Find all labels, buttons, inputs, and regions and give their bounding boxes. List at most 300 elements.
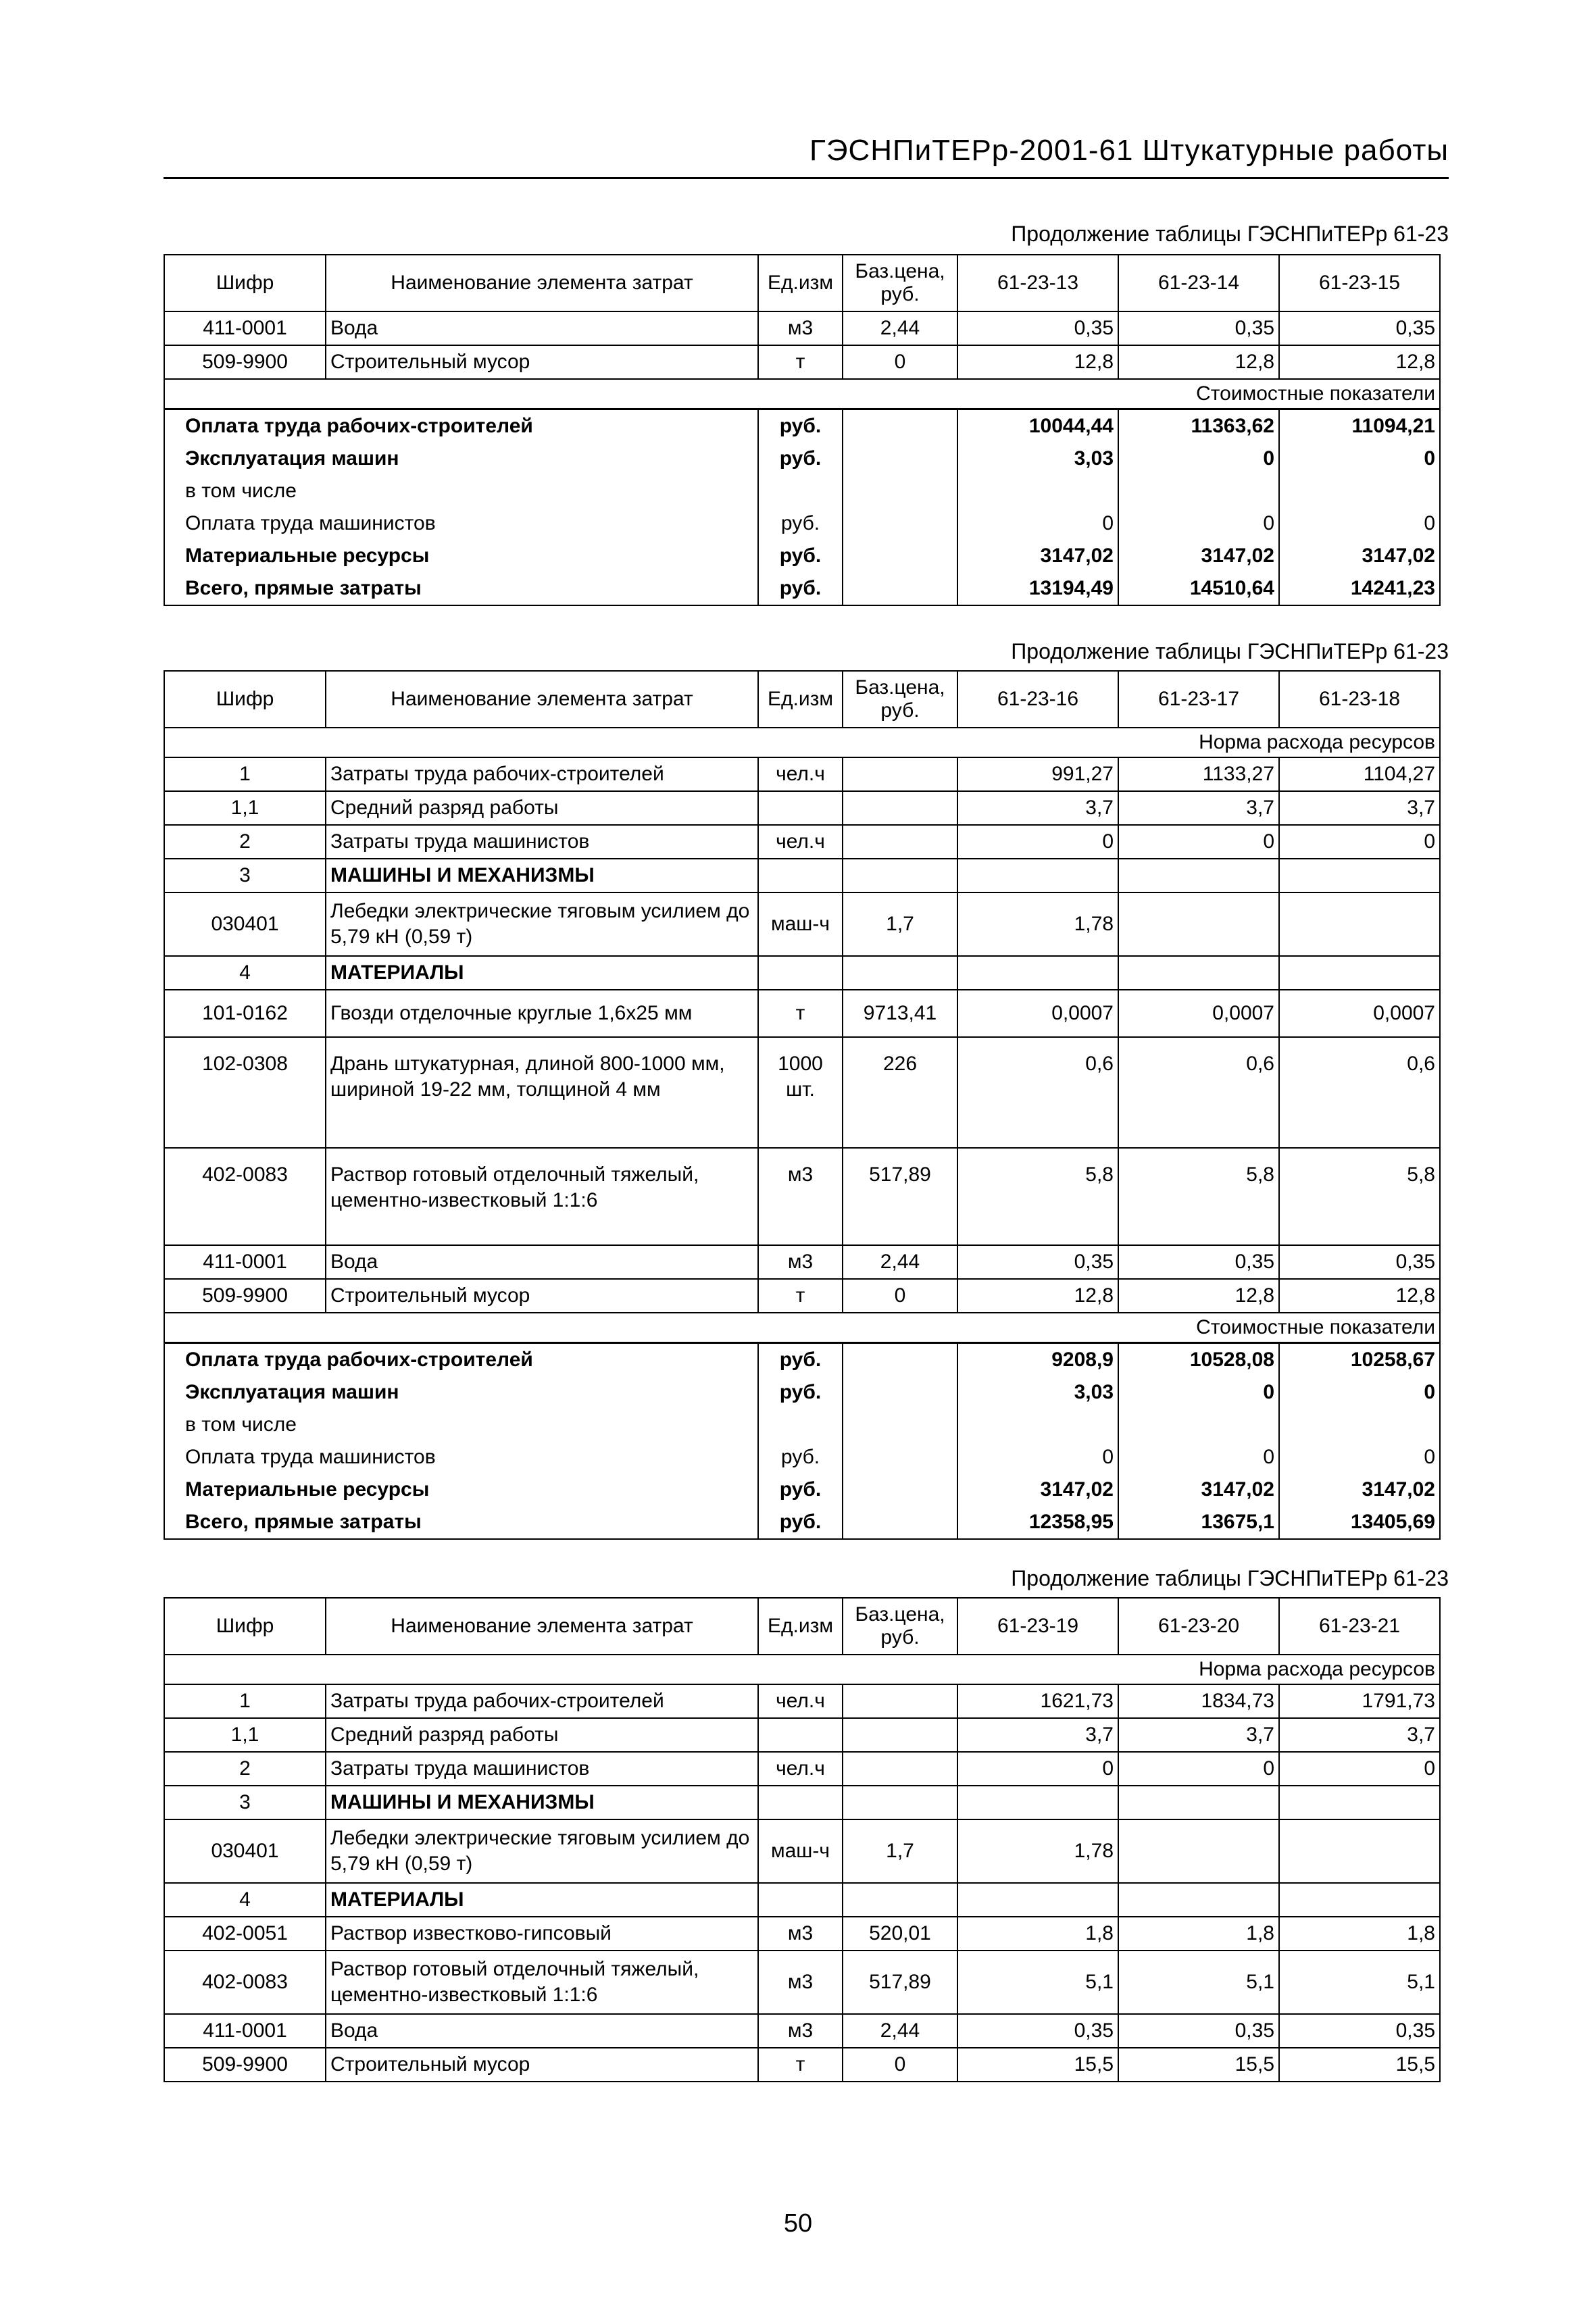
row-name: Средний разряд работы xyxy=(326,791,758,825)
row-name: Средний разряд работы xyxy=(326,1718,758,1752)
cost-unit: руб. xyxy=(758,409,843,443)
row-value: 5,1 xyxy=(1118,1951,1279,2014)
row-code: 1,1 xyxy=(164,1718,326,1752)
row-value: 3,7 xyxy=(1279,1718,1440,1752)
cost-value: 14510,64 xyxy=(1118,572,1279,605)
row-unit: м3 xyxy=(758,311,843,345)
norm-section-row xyxy=(164,1655,1440,1684)
cost-name: Эксплуатация машин xyxy=(164,443,758,475)
cost-section-row xyxy=(164,1313,1440,1343)
row-value: 0,35 xyxy=(1279,2014,1440,2048)
row-value xyxy=(1279,1883,1440,1917)
row-name: Дрань штукатурная, длиной 800-1000 мм, шириной 19-22 мм, толщиной 4 мм xyxy=(326,1037,758,1148)
row-value: 12,8 xyxy=(1118,1279,1279,1313)
row-value: 0,35 xyxy=(957,2014,1118,2048)
table-row xyxy=(164,990,1440,1037)
row-value: 0,35 xyxy=(1118,1245,1279,1279)
header-code: Шифр xyxy=(164,1598,326,1655)
row-value xyxy=(1118,1786,1279,1819)
table-header-row xyxy=(164,1598,1440,1655)
cost-value: 11094,21 xyxy=(1279,409,1440,443)
table-row xyxy=(164,1883,1440,1917)
header-price: Баз.цена, руб. xyxy=(843,671,957,728)
row-code: 1,1 xyxy=(164,791,326,825)
row-value: 12,8 xyxy=(1118,345,1279,379)
cost-name: Эксплуатация машин xyxy=(164,1376,758,1409)
row-value: 1,78 xyxy=(957,1819,1118,1883)
row-value: 0 xyxy=(1279,825,1440,859)
row-value xyxy=(1279,1786,1440,1819)
row-code: 411-0001 xyxy=(164,1245,326,1279)
cost-name: Оплата труда машинистов xyxy=(164,507,758,540)
table-row xyxy=(164,1786,1440,1819)
row-unit: т xyxy=(758,345,843,379)
row-value: 1,78 xyxy=(957,892,1118,956)
cost-section-label: Стоимостные показатели xyxy=(164,379,1440,409)
table-row xyxy=(164,1037,1440,1148)
row-price xyxy=(843,1718,957,1752)
header-name: Наименование элемента затрат xyxy=(326,671,758,728)
row-code: 402-0051 xyxy=(164,1917,326,1951)
cost-name: Материальные ресурсы xyxy=(164,540,758,572)
cost-price xyxy=(843,1474,957,1506)
cost-name: в том числе xyxy=(164,1409,758,1441)
cost-unit: руб. xyxy=(758,1441,843,1474)
row-price xyxy=(843,825,957,859)
row-value: 1104,27 xyxy=(1279,757,1440,791)
cost-price xyxy=(843,409,957,443)
row-code: 1 xyxy=(164,1684,326,1718)
table-header-row xyxy=(164,255,1440,311)
header-norm-code: 61-23-13 xyxy=(957,255,1118,311)
row-name: Затраты труда рабочих-строителей xyxy=(326,1684,758,1718)
header-price: Баз.цена, руб. xyxy=(843,255,957,311)
row-name: Раствор известково-гипсовый xyxy=(326,1917,758,1951)
row-value xyxy=(1279,956,1440,990)
header-price: Баз.цена, руб. xyxy=(843,1598,957,1655)
row-price: 2,44 xyxy=(843,311,957,345)
table-row xyxy=(164,859,1440,892)
row-value: 0 xyxy=(1118,825,1279,859)
cost-value: 13405,69 xyxy=(1279,1506,1440,1539)
cost-section-label: Стоимостные показатели xyxy=(164,1313,1440,1343)
row-value: 991,27 xyxy=(957,757,1118,791)
cost-row xyxy=(164,1441,1440,1474)
row-value: 12,8 xyxy=(957,345,1118,379)
header-norm-code: 61-23-15 xyxy=(1279,255,1440,311)
cost-price xyxy=(843,475,957,507)
row-value xyxy=(1279,892,1440,956)
row-value xyxy=(1279,859,1440,892)
row-value: 12,8 xyxy=(1279,1279,1440,1313)
cost-value: 0 xyxy=(1279,1441,1440,1474)
cost-value: 3147,02 xyxy=(1118,1474,1279,1506)
cost-value: 0 xyxy=(1118,443,1279,475)
cost-unit: руб. xyxy=(758,540,843,572)
row-name: Гвозди отделочные круглые 1,6х25 мм xyxy=(326,990,758,1037)
cost-unit: руб. xyxy=(758,1506,843,1539)
row-value xyxy=(1118,859,1279,892)
cost-value xyxy=(957,475,1118,507)
row-unit xyxy=(758,1883,843,1917)
row-unit xyxy=(758,956,843,990)
cost-value: 12358,95 xyxy=(957,1506,1118,1539)
row-value: 1,8 xyxy=(957,1917,1118,1951)
cost-row xyxy=(164,443,1440,475)
cost-section-row xyxy=(164,379,1440,409)
cost-price xyxy=(843,1441,957,1474)
cost-row xyxy=(164,475,1440,507)
row-value: 0,6 xyxy=(1118,1037,1279,1148)
row-value: 0,6 xyxy=(957,1037,1118,1148)
row-value: 1,8 xyxy=(1279,1917,1440,1951)
table-row xyxy=(164,1752,1440,1786)
row-name: МАШИНЫ И МЕХАНИЗМЫ xyxy=(326,1786,758,1819)
row-value: 0,35 xyxy=(1118,311,1279,345)
table-row xyxy=(164,2048,1440,2082)
row-name: Вода xyxy=(326,2014,758,2048)
cost-value xyxy=(1118,475,1279,507)
row-name: Лебедки электрические тяговым усилием до 5,79 кН (0,59 т) xyxy=(326,892,758,956)
cost-value: 13675,1 xyxy=(1118,1506,1279,1539)
table3 xyxy=(164,1597,1441,2082)
row-unit xyxy=(758,1786,843,1819)
row-price xyxy=(843,1786,957,1819)
cost-value: 14241,23 xyxy=(1279,572,1440,605)
row-value: 0,35 xyxy=(957,1245,1118,1279)
cost-row xyxy=(164,409,1440,443)
table-row xyxy=(164,791,1440,825)
row-value: 0 xyxy=(957,825,1118,859)
cost-value: 3,03 xyxy=(957,1376,1118,1409)
row-name: МАТЕРИАЛЫ xyxy=(326,1883,758,1917)
row-value: 0 xyxy=(1118,1752,1279,1786)
cost-price xyxy=(843,1376,957,1409)
row-value: 1834,73 xyxy=(1118,1684,1279,1718)
cost-value: 0 xyxy=(1279,507,1440,540)
row-name: МАТЕРИАЛЫ xyxy=(326,956,758,990)
row-code: 2 xyxy=(164,825,326,859)
row-value: 5,8 xyxy=(1118,1148,1279,1245)
table1-caption: Продолжение таблицы ГЭСНПиТЕРр 61-23 xyxy=(1011,222,1449,246)
table-row xyxy=(164,1718,1440,1752)
cost-price xyxy=(843,443,957,475)
row-value xyxy=(957,956,1118,990)
row-unit xyxy=(758,859,843,892)
row-value: 3,7 xyxy=(957,791,1118,825)
header-rule xyxy=(164,177,1449,179)
cost-price xyxy=(843,540,957,572)
row-unit: м3 xyxy=(758,1148,843,1245)
cost-name: Всего, прямые затраты xyxy=(164,572,758,605)
header-code: Шифр xyxy=(164,255,326,311)
row-value: 15,5 xyxy=(957,2048,1118,2082)
row-name: Вода xyxy=(326,1245,758,1279)
cost-row xyxy=(164,540,1440,572)
row-price: 2,44 xyxy=(843,2014,957,2048)
cost-value: 11363,62 xyxy=(1118,409,1279,443)
table2 xyxy=(164,670,1441,1540)
cost-row xyxy=(164,1343,1440,1377)
table-row xyxy=(164,1684,1440,1718)
cost-value: 13194,49 xyxy=(957,572,1118,605)
cost-unit xyxy=(758,475,843,507)
row-price: 517,89 xyxy=(843,1148,957,1245)
table2-caption: Продолжение таблицы ГЭСНПиТЕРр 61-23 xyxy=(1011,639,1449,663)
row-value: 12,8 xyxy=(957,1279,1118,1313)
cost-value: 10528,08 xyxy=(1118,1343,1279,1377)
row-value: 3,7 xyxy=(1118,1718,1279,1752)
table-row xyxy=(164,311,1440,345)
cost-price xyxy=(843,1506,957,1539)
row-code: 101-0162 xyxy=(164,990,326,1037)
row-price: 0 xyxy=(843,2048,957,2082)
row-unit: 1000 шт. xyxy=(758,1037,843,1148)
row-price xyxy=(843,956,957,990)
cost-value: 0 xyxy=(1279,443,1440,475)
table-row xyxy=(164,825,1440,859)
cost-row xyxy=(164,1474,1440,1506)
row-code: 411-0001 xyxy=(164,2014,326,2048)
row-name: МАШИНЫ И МЕХАНИЗМЫ xyxy=(326,859,758,892)
row-price xyxy=(843,1883,957,1917)
row-unit: т xyxy=(758,2048,843,2082)
row-code: 3 xyxy=(164,1786,326,1819)
row-value xyxy=(1118,956,1279,990)
header-norm-code: 61-23-21 xyxy=(1279,1598,1440,1655)
cost-price xyxy=(843,507,957,540)
cost-value: 9208,9 xyxy=(957,1343,1118,1377)
cost-value xyxy=(1118,1409,1279,1441)
table-row xyxy=(164,1279,1440,1313)
row-value: 5,1 xyxy=(1279,1951,1440,2014)
row-value: 3,7 xyxy=(957,1718,1118,1752)
row-value: 0,0007 xyxy=(1279,990,1440,1037)
row-code: 030401 xyxy=(164,1819,326,1883)
row-unit: м3 xyxy=(758,1917,843,1951)
row-unit: маш-ч xyxy=(758,892,843,956)
row-value: 1133,27 xyxy=(1118,757,1279,791)
row-value: 0,35 xyxy=(957,311,1118,345)
cost-unit: руб. xyxy=(758,443,843,475)
row-code: 2 xyxy=(164,1752,326,1786)
header-name: Наименование элемента затрат xyxy=(326,255,758,311)
table-row xyxy=(164,1951,1440,2014)
header-norm-code: 61-23-19 xyxy=(957,1598,1118,1655)
cost-value: 3147,02 xyxy=(957,540,1118,572)
table-row xyxy=(164,956,1440,990)
row-value: 0,35 xyxy=(1279,311,1440,345)
cost-value: 0 xyxy=(1118,507,1279,540)
row-price xyxy=(843,859,957,892)
row-code: 402-0083 xyxy=(164,1148,326,1245)
row-price: 1,7 xyxy=(843,892,957,956)
cost-value: 0 xyxy=(957,1441,1118,1474)
table-row xyxy=(164,892,1440,956)
row-value: 3,7 xyxy=(1279,791,1440,825)
cost-value xyxy=(957,1409,1118,1441)
row-value: 5,8 xyxy=(957,1148,1118,1245)
row-value: 0,0007 xyxy=(957,990,1118,1037)
cost-value xyxy=(1279,475,1440,507)
row-unit: т xyxy=(758,990,843,1037)
cost-name: в том числе xyxy=(164,475,758,507)
row-unit: чел.ч xyxy=(758,1752,843,1786)
row-unit: т xyxy=(758,1279,843,1313)
row-value: 3,7 xyxy=(1118,791,1279,825)
row-unit: м3 xyxy=(758,2014,843,2048)
table1 xyxy=(164,254,1441,606)
row-unit: м3 xyxy=(758,1951,843,2014)
cost-name: Оплата труда рабочих-строителей xyxy=(164,409,758,443)
cost-value: 10258,67 xyxy=(1279,1343,1440,1377)
table-row xyxy=(164,1819,1440,1883)
row-name: Строительный мусор xyxy=(326,345,758,379)
row-code: 030401 xyxy=(164,892,326,956)
row-price: 517,89 xyxy=(843,1951,957,2014)
table-row xyxy=(164,1917,1440,1951)
row-code: 3 xyxy=(164,859,326,892)
cost-row xyxy=(164,507,1440,540)
cost-value: 3147,02 xyxy=(1279,540,1440,572)
row-value xyxy=(957,1786,1118,1819)
cost-unit: руб. xyxy=(758,572,843,605)
norm-section-row xyxy=(164,728,1440,757)
row-price xyxy=(843,1752,957,1786)
cost-unit: руб. xyxy=(758,1474,843,1506)
row-price: 9713,41 xyxy=(843,990,957,1037)
table-row xyxy=(164,1245,1440,1279)
header-norm-code: 61-23-20 xyxy=(1118,1598,1279,1655)
cost-price xyxy=(843,572,957,605)
row-value: 0,35 xyxy=(1279,1245,1440,1279)
row-value: 15,5 xyxy=(1118,2048,1279,2082)
row-price: 226 xyxy=(843,1037,957,1148)
cost-row xyxy=(164,1409,1440,1441)
cost-value: 10044,44 xyxy=(957,409,1118,443)
cost-unit xyxy=(758,1409,843,1441)
cost-value: 3147,02 xyxy=(957,1474,1118,1506)
row-price xyxy=(843,757,957,791)
row-name: Строительный мусор xyxy=(326,1279,758,1313)
row-price xyxy=(843,1684,957,1718)
row-value: 0 xyxy=(1279,1752,1440,1786)
row-code: 4 xyxy=(164,956,326,990)
document-header-title: ГЭСНПиТЕРр-2001-61 Штукатурные работы xyxy=(809,134,1449,167)
cost-value: 3147,02 xyxy=(1118,540,1279,572)
row-value: 0,6 xyxy=(1279,1037,1440,1148)
row-unit xyxy=(758,791,843,825)
header-norm-code: 61-23-16 xyxy=(957,671,1118,728)
table3-caption: Продолжение таблицы ГЭСНПиТЕРр 61-23 xyxy=(1011,1566,1449,1590)
row-price: 520,01 xyxy=(843,1917,957,1951)
row-value xyxy=(957,1883,1118,1917)
row-code: 402-0083 xyxy=(164,1951,326,2014)
header-norm-code: 61-23-18 xyxy=(1279,671,1440,728)
row-value: 0 xyxy=(957,1752,1118,1786)
cost-value: 0 xyxy=(957,507,1118,540)
row-code: 509-9900 xyxy=(164,1279,326,1313)
row-value xyxy=(1118,1883,1279,1917)
row-name: Лебедки электрические тяговым усилием до 5,79 кН (0,59 т) xyxy=(326,1819,758,1883)
cost-row xyxy=(164,572,1440,605)
header-norm-code: 61-23-14 xyxy=(1118,255,1279,311)
header-unit: Ед.изм xyxy=(758,1598,843,1655)
row-unit: чел.ч xyxy=(758,757,843,791)
cost-value: 0 xyxy=(1118,1376,1279,1409)
row-code: 509-9900 xyxy=(164,2048,326,2082)
row-value: 1,8 xyxy=(1118,1917,1279,1951)
row-value: 15,5 xyxy=(1279,2048,1440,2082)
cost-value: 0 xyxy=(1279,1376,1440,1409)
cost-unit: руб. xyxy=(758,507,843,540)
row-price: 0 xyxy=(843,345,957,379)
row-value: 0,35 xyxy=(1118,2014,1279,2048)
row-name: Затраты труда рабочих-строителей xyxy=(326,757,758,791)
cost-name: Материальные ресурсы xyxy=(164,1474,758,1506)
row-price: 1,7 xyxy=(843,1819,957,1883)
page-number: 50 xyxy=(783,2209,813,2238)
header-unit: Ед.изм xyxy=(758,671,843,728)
row-value xyxy=(1118,1819,1279,1883)
row-unit xyxy=(758,1718,843,1752)
row-name: Вода xyxy=(326,311,758,345)
cost-price xyxy=(843,1409,957,1441)
cost-value: 3147,02 xyxy=(1279,1474,1440,1506)
cost-value: 0 xyxy=(1118,1441,1279,1474)
row-value: 5,8 xyxy=(1279,1148,1440,1245)
cost-unit: руб. xyxy=(758,1376,843,1409)
table-row xyxy=(164,1148,1440,1245)
table-row xyxy=(164,345,1440,379)
row-name: Строительный мусор xyxy=(326,2048,758,2082)
row-name: Затраты труда машинистов xyxy=(326,825,758,859)
row-unit: чел.ч xyxy=(758,825,843,859)
row-unit: маш-ч xyxy=(758,1819,843,1883)
row-code: 4 xyxy=(164,1883,326,1917)
cost-value: 3,03 xyxy=(957,443,1118,475)
cost-row xyxy=(164,1506,1440,1539)
row-value xyxy=(957,859,1118,892)
row-name: Раствор готовый отделочный тяжелый, цементно-известковый 1:1:6 xyxy=(326,1951,758,2014)
row-price: 0 xyxy=(843,1279,957,1313)
row-price xyxy=(843,791,957,825)
table-row xyxy=(164,2014,1440,2048)
header-norm-code: 61-23-17 xyxy=(1118,671,1279,728)
header-code: Шифр xyxy=(164,671,326,728)
row-value: 5,1 xyxy=(957,1951,1118,2014)
row-value: 1621,73 xyxy=(957,1684,1118,1718)
row-name: Раствор готовый отделочный тяжелый, цементно-известковый 1:1:6 xyxy=(326,1148,758,1245)
row-value xyxy=(1279,1819,1440,1883)
row-price: 2,44 xyxy=(843,1245,957,1279)
row-name: Затраты труда машинистов xyxy=(326,1752,758,1786)
cost-name: Оплата труда рабочих-строителей xyxy=(164,1343,758,1377)
row-unit: чел.ч xyxy=(758,1684,843,1718)
cost-unit: руб. xyxy=(758,1343,843,1377)
cost-name: Оплата труда машинистов xyxy=(164,1441,758,1474)
header-unit: Ед.изм xyxy=(758,255,843,311)
header-name: Наименование элемента затрат xyxy=(326,1598,758,1655)
row-code: 102-0308 xyxy=(164,1037,326,1148)
cost-name: Всего, прямые затраты xyxy=(164,1506,758,1539)
row-value: 12,8 xyxy=(1279,345,1440,379)
row-value: 1791,73 xyxy=(1279,1684,1440,1718)
cost-price xyxy=(843,1343,957,1377)
row-code: 1 xyxy=(164,757,326,791)
table-row xyxy=(164,757,1440,791)
row-value: 0,0007 xyxy=(1118,990,1279,1037)
